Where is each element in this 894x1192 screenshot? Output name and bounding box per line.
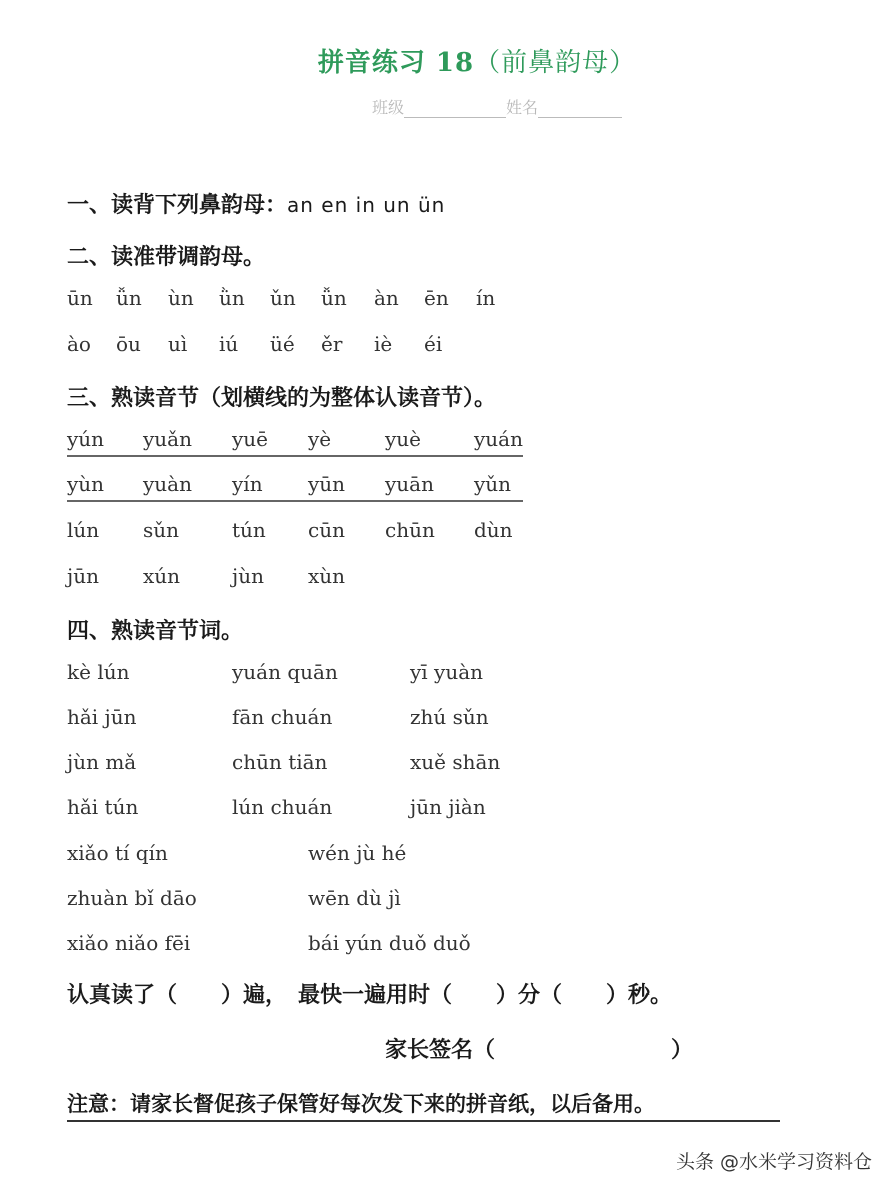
word: xuě shān (410, 750, 501, 774)
syllable: ǜn (219, 286, 245, 310)
section-2-row-2 (67, 332, 527, 360)
word: hǎi jūn (67, 705, 137, 729)
word: zhuàn bǐ dāo (67, 886, 197, 910)
section-2-row-1 (67, 286, 527, 314)
word: zhú sǔn (410, 705, 489, 729)
syllable: ēn (424, 286, 449, 310)
section-1-finals: an en in un ün (287, 193, 446, 217)
section-3-underlined-row-2 (67, 472, 523, 502)
syllable: jùn (232, 564, 264, 588)
watermark: 头条 @水米学习资料仓 (675, 1151, 872, 1173)
syllable: ūn (67, 286, 93, 310)
syllable: yuē (232, 427, 269, 451)
title-subtitle: （前鼻韵母） (474, 48, 637, 78)
section-3-row-1 (67, 518, 527, 546)
syllable: yuàn (143, 472, 192, 496)
section-3-underlined-row-1 (67, 427, 523, 457)
class-label: 班级 (372, 98, 405, 117)
syllable: yǔn (474, 472, 512, 496)
word: xiǎo tí qín (67, 841, 168, 865)
syllable: xún (143, 564, 181, 588)
section-4-row-2 (67, 705, 547, 733)
section-4-row-6 (67, 886, 547, 914)
section-1-heading (67, 188, 445, 219)
page-title (0, 42, 894, 79)
syllable: yún (67, 427, 105, 451)
syllable: cūn (308, 518, 345, 542)
syllable: dùn (474, 518, 513, 542)
syllable: chūn (385, 518, 435, 542)
syllable: ōu (116, 332, 141, 356)
word: yī yuàn (410, 660, 484, 684)
word: chūn tiān (232, 750, 328, 774)
syllable: iè (374, 332, 393, 356)
section-4-row-3 (67, 750, 547, 778)
syllable: uì (168, 332, 188, 356)
syllable: xùn (308, 564, 346, 588)
syllable: éi (424, 332, 443, 356)
syllable: jūn (67, 564, 99, 588)
name-label: 姓名 (506, 98, 539, 117)
section-3-heading: 三、熟读音节（划横线的为整体认读音节）。 (67, 386, 497, 411)
syllable: sǔn (143, 518, 180, 542)
word: jūn jiàn (410, 795, 486, 819)
section-1-title: 一、读背下列鼻韵母： (67, 193, 288, 218)
syllable: ǔn (270, 286, 296, 310)
syllable: yín (232, 472, 263, 496)
section-4-row-1 (67, 660, 547, 688)
word: hǎi tún (67, 795, 139, 819)
syllable: ěr (321, 332, 343, 356)
syllable: yuān (385, 472, 434, 496)
syllable: yè (308, 427, 332, 451)
syllable: iú (219, 332, 239, 356)
syllable: yuán (474, 427, 523, 451)
syllable: yuǎn (143, 427, 192, 451)
section-2-heading: 二、读准带调韵母。 (67, 245, 266, 270)
word: wēn dù jì (308, 886, 401, 910)
word: xiǎo niǎo fēi (67, 931, 191, 955)
word: yuán quān (232, 660, 338, 684)
student-info-line (372, 95, 622, 118)
syllable: ào (67, 332, 91, 356)
word: lún chuán (232, 795, 333, 819)
section-4-row-5 (67, 841, 547, 869)
syllable: ùn (168, 286, 194, 310)
parent-signature-line: 家长签名（ ） (385, 1038, 694, 1063)
syllable: üé (270, 332, 295, 356)
syllable: yuè (385, 427, 422, 451)
syllable: yùn (67, 472, 105, 496)
title-main: 拼音练习 18 (317, 48, 475, 78)
syllable: ǚn (321, 286, 347, 310)
word: jùn mǎ (67, 750, 137, 774)
reading-record-line: 认真读了（ ）遍， 最快一遍用时（ ）分（ ）秒。 (67, 983, 673, 1008)
section-4-row-4 (67, 795, 547, 823)
class-blank[interactable] (404, 101, 506, 118)
name-blank[interactable] (538, 101, 622, 118)
section-4-heading: 四、熟读音节词。 (67, 619, 244, 644)
syllable: ín (476, 286, 496, 310)
word: wén jù hé (308, 841, 407, 865)
parent-note: 注意：请家长督促孩子保管好每次发下来的拼音纸，以后备用。 (67, 1088, 780, 1122)
section-3-row-2 (67, 564, 527, 592)
syllable: tún (232, 518, 266, 542)
section-4-row-7 (67, 931, 547, 959)
syllable: yūn (308, 472, 346, 496)
word: fān chuán (232, 705, 333, 729)
word: bái yún duǒ duǒ (308, 931, 471, 955)
syllable: ǚn (116, 286, 142, 310)
syllable: lún (67, 518, 100, 542)
syllable: àn (374, 286, 399, 310)
word: kè lún (67, 660, 130, 684)
